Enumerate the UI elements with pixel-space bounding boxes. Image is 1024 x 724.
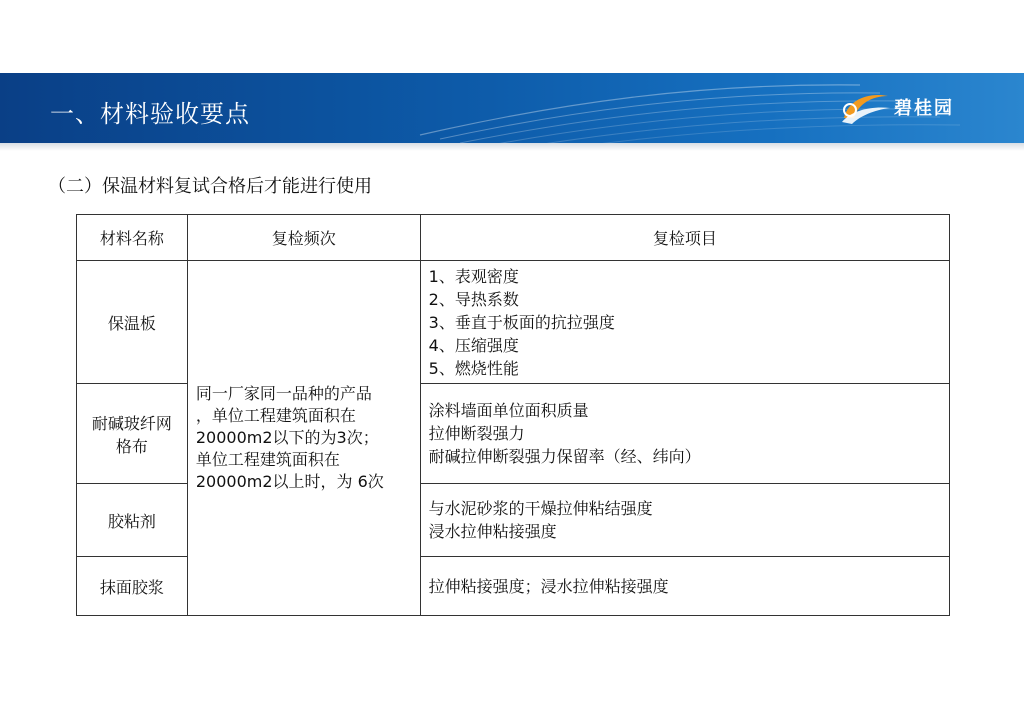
section-heading: （二）保温材料复试合格后才能进行使用 bbox=[48, 176, 372, 197]
frequency-line: 单位工程建筑面积在 bbox=[195, 450, 340, 469]
table-row bbox=[77, 261, 950, 384]
page-title: 一、材料验收要点 bbox=[50, 100, 250, 128]
material-name: 格布 bbox=[115, 436, 148, 456]
inspection-item: 1、表观密度 bbox=[428, 266, 519, 286]
material-name: 抹面胶浆 bbox=[99, 577, 164, 597]
frequency-line: 20000m2以上时，为 6次 bbox=[195, 472, 384, 491]
column-header-material: 材料名称 bbox=[77, 215, 188, 261]
header-shadow bbox=[0, 143, 1024, 151]
inspection-item: 浸水拉伸粘接强度 bbox=[428, 522, 557, 541]
inspection-item: 与水泥砂浆的干燥拉伸粘结强度 bbox=[428, 499, 653, 518]
logo-swirl-icon bbox=[838, 88, 892, 128]
material-name: 胶粘剂 bbox=[107, 511, 156, 531]
items-cell bbox=[420, 484, 949, 557]
inspection-item: 涂料墙面单位面积质量 bbox=[428, 401, 589, 420]
material-name: 耐碱玻纤网 bbox=[91, 413, 172, 433]
column-header-items: 复检项目 bbox=[420, 215, 949, 261]
inspection-item: 拉伸断裂强力 bbox=[428, 424, 525, 443]
table-header-row bbox=[77, 215, 950, 261]
items-cell bbox=[420, 557, 949, 616]
column-header-frequency: 复检频次 bbox=[187, 215, 420, 261]
items-cell bbox=[420, 261, 949, 384]
material-name: 保温板 bbox=[107, 313, 156, 333]
material-name-cell bbox=[77, 557, 188, 616]
inspection-item: 拉伸粘接强度；浸水拉伸粘接强度 bbox=[428, 576, 669, 596]
inspection-table bbox=[76, 214, 950, 616]
inspection-item: 3、垂直于板面的抗拉强度 bbox=[428, 312, 615, 332]
items-cell bbox=[420, 384, 949, 484]
frequency-line: 20000m2以下的为3次； bbox=[195, 428, 379, 447]
material-name-cell bbox=[77, 384, 188, 484]
logo-text: 碧桂园 bbox=[894, 98, 954, 119]
frequency-cell bbox=[187, 261, 420, 616]
inspection-item: 耐碱拉伸断裂强力保留率（经、纬向） bbox=[428, 447, 701, 466]
inspection-item: 5、燃烧性能 bbox=[428, 358, 519, 378]
material-name-cell bbox=[77, 261, 188, 384]
inspection-item: 4、压缩强度 bbox=[428, 335, 519, 355]
inspection-item: 2、导热系数 bbox=[428, 289, 519, 309]
material-name-cell bbox=[77, 484, 188, 557]
country-garden-logo bbox=[838, 88, 958, 128]
frequency-line: ，单位工程建筑面积在 bbox=[195, 406, 356, 425]
frequency-line: 同一厂家同一品种的产品 bbox=[195, 384, 372, 403]
